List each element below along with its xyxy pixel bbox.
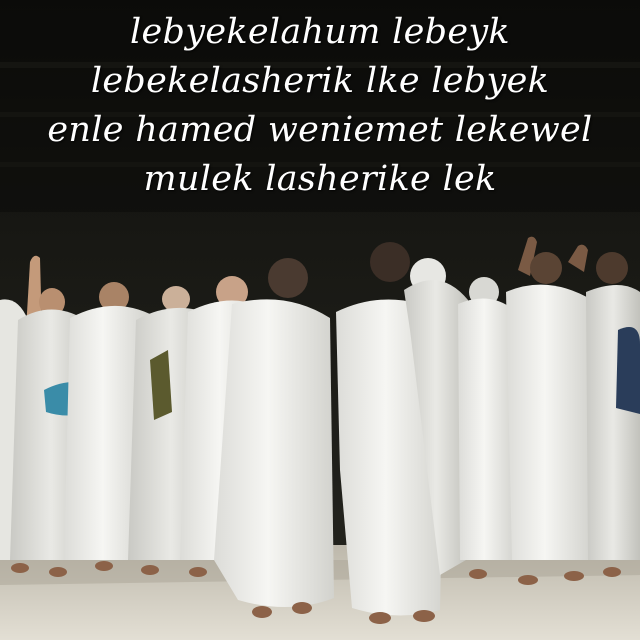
- pilgrim-robe: [506, 285, 592, 560]
- head: [530, 252, 562, 284]
- caption-line-2: lebekelasherik lke lebyek: [90, 61, 550, 101]
- caption-line-1: lebyekelahum lebeyk: [130, 12, 510, 52]
- talbiyah-caption: [0, 0, 640, 212]
- head: [268, 258, 308, 298]
- pilgrim-robe: [214, 299, 334, 607]
- caption-line-4: mulek lasherike lek: [143, 159, 497, 199]
- head: [370, 242, 410, 282]
- head: [596, 252, 628, 284]
- caption-line-3: enle hamed weniemet lekewel: [47, 110, 593, 150]
- pilgrim-robe: [586, 285, 640, 560]
- backpack: [616, 327, 640, 414]
